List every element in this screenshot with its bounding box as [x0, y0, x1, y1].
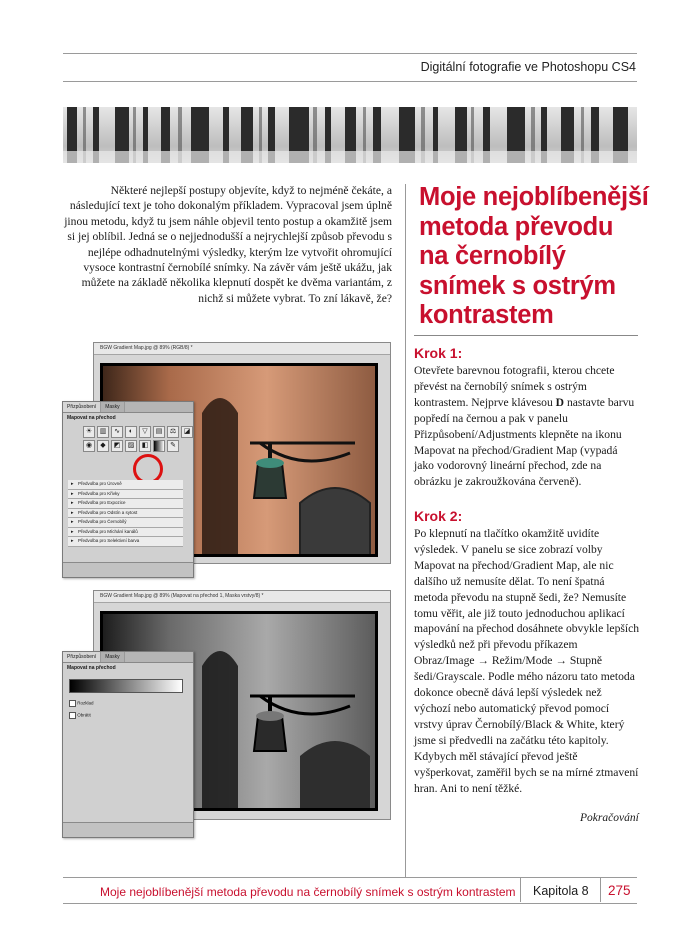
selective-color-icon[interactable]: ✎: [167, 440, 179, 452]
tab-masks-2[interactable]: Masky: [101, 652, 124, 662]
preset-levels[interactable]: ▸ Předvolba pro Úrovně: [68, 480, 183, 490]
footer-rule-bottom: [63, 903, 637, 904]
footer-chapter: Kapitola 8: [533, 884, 589, 898]
channel-mixer-icon[interactable]: ◆: [97, 440, 109, 452]
panel-footer-2: [63, 822, 193, 837]
step-1-text-end: nastavte barvu popředí na černou a pak v panelu Přizpůsobení/Adjustments klepněte na ikonu Mapovat na přechod/Gradient Map (vypadá jako vodorovný lineární přechod, zde na obrázku je zakroužkována červeně).: [414, 395, 635, 489]
window-title-2: BGW Gradient Map.jpg @ 89% (Mapovat na přechod 1, Maska vrstvy/8) *: [94, 591, 390, 603]
footer-title: Moje nejoblíbenější metoda převodu na černobílý snímek s ostrým kontrastem: [100, 885, 516, 899]
exposure-icon[interactable]: ◐: [125, 426, 137, 438]
preset-curves[interactable]: ▸ Předvolba pro Křivky: [68, 490, 183, 500]
footer-separator-1: [520, 878, 521, 902]
preset-selective-color[interactable]: ▸ Předvolba pro Selektivní barva: [68, 537, 183, 547]
article-title: Moje nejoblíbenější metoda převodu na černobílý snímek s ostrým kontrastem: [419, 183, 649, 329]
posterize-icon[interactable]: ▨: [125, 440, 137, 452]
panel-subtitle: Mapovat na přechod: [67, 415, 116, 421]
preset-black-white[interactable]: ▸ Předvolba pro Černobílý: [68, 518, 183, 528]
panel-footer: [63, 562, 193, 577]
dither-label: Rozklad: [77, 700, 94, 706]
tab-adjustments-2[interactable]: Přizpůsobení: [63, 652, 101, 662]
hue-saturation-icon[interactable]: ▤: [153, 426, 165, 438]
brightness-icon[interactable]: ☀: [83, 426, 95, 438]
panel-tabs-2: [63, 652, 193, 663]
intro-paragraph: Některé nejlepší postupy objevíte, když to nejméně čekáte, a následující text je toho dokonalým příkladem. Vypracoval jsem úplně jinou metodu, když tu jsem náhle objevil tento postup a okamžitě jsem si jej oblíbil. Jedná se o nejjednodušší a nejrychlejší způsob převodu s nejlépe odhadnutelnými výsledky, kterým lze vytvořit ohromující vysoce kontrastní černobílé snímky. Na závěr vám ještě ukážu, jak můžete na základě několika klepnutí dospět ke dvěma variantám, z nichž si můžete vybrat. To zní lákavě, že?: [64, 184, 392, 305]
tab-adjustments[interactable]: Přizpůsobení: [63, 402, 101, 412]
key-d: D: [555, 395, 565, 409]
panel-subtitle-2: Mapovat na přechod: [67, 665, 116, 671]
option-dither[interactable]: [69, 700, 94, 707]
color-balance-icon[interactable]: ⚖: [167, 426, 179, 438]
black-white-icon[interactable]: ◪: [181, 426, 193, 438]
invert-icon[interactable]: ◩: [111, 440, 123, 452]
window-title: BGW Gradient Map.jpg @ 89% (RGB/8) *: [94, 343, 390, 355]
gradient-map-icon[interactable]: [153, 440, 165, 452]
reverse-label: Obrátit: [77, 712, 91, 718]
adjustments-panel-1: [62, 401, 194, 578]
title-rule: [414, 335, 638, 336]
step-2-heading: Krok 2:: [414, 508, 463, 524]
column-divider: [405, 184, 406, 878]
curves-icon[interactable]: ∿: [111, 426, 123, 438]
gradient-preview[interactable]: [69, 679, 183, 693]
reverse-checkbox[interactable]: [69, 712, 76, 719]
levels-icon[interactable]: ▥: [97, 426, 109, 438]
step-2-text: Po klepnutí na tlačítko okamžitě uvidíte výsledek. V panelu se sice zobrazí volby Mapovat na přechod/Gradient Map, ale nic dalšího už nemusíte dělat. To není špatná metoda převodu na stupně šedi, že? Nemusíte tomu věřit, ale již touto jednoduchou aplikací mapování na přechod dosáhnete obvykle lepších výsledků než při převodu příkazem Obraz/Image → Režim/Mode → Stupně šedi/Grayscale. Podle mého názoru tato metoda dokonce obecně dává lepší výsledek než výchozí nebo automatický převod pomocí vrstvy úprav Černobílý/Black & White, který jsme si předvedli na začátku této kapitoly. Kdybych měl stávající převod ještě vyšperkovat, zaměřil bych se na mírné ztmavení hran. Ani to není těžké.: [414, 527, 640, 795]
preset-channel-mixer[interactable]: ▸ Předvolba pro Míchání kanálů: [68, 528, 183, 538]
threshold-icon[interactable]: ◧: [139, 440, 151, 452]
footer-separator-2: [600, 878, 601, 902]
preset-exposure[interactable]: ▸ Předvolba pro Expozice: [68, 499, 183, 509]
adjustment-icons: [83, 426, 193, 452]
step-1-text-start: Otevřete barevnou fotografii, kterou chcete převést na černobílý snímek s ostrým kontrastem. Nejprve klávesou: [414, 364, 615, 409]
preset-hue-saturation[interactable]: ▸ Předvolba pro Odstín a sytost: [68, 509, 183, 519]
photo-filter-icon[interactable]: ◉: [83, 440, 95, 452]
adjustments-panel-2: [62, 651, 194, 838]
banner-image: [63, 107, 637, 163]
preset-list: [68, 480, 183, 547]
page-number: 275: [608, 883, 631, 898]
step-1-heading: Krok 1:: [414, 345, 463, 361]
tab-masks[interactable]: Masky: [101, 402, 124, 412]
continued-label: Pokračování: [580, 812, 639, 824]
panel-tabs: [63, 402, 193, 413]
step-1-text: [414, 363, 640, 490]
header-rule-top: [63, 53, 637, 54]
footer-rule-top: [63, 877, 637, 878]
book-title: Digitální fotografie ve Photoshopu CS4: [420, 60, 636, 74]
vibrance-icon[interactable]: ▽: [139, 426, 151, 438]
option-reverse[interactable]: [69, 712, 91, 719]
dither-checkbox[interactable]: [69, 700, 76, 707]
header-rule-bottom: [63, 81, 637, 82]
